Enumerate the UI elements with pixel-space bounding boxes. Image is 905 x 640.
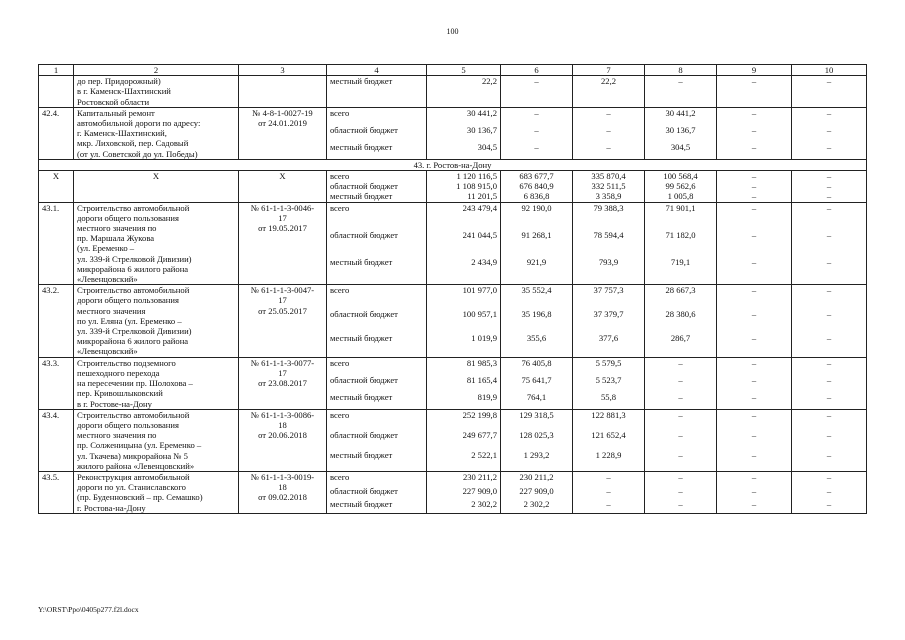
funding-source: всего (327, 171, 427, 182)
funding-source: областной бюджет (327, 309, 427, 332)
amount-cell: – (717, 499, 792, 513)
amount-cell: – (717, 257, 792, 285)
amount-cell: 230 211,2 (427, 471, 501, 485)
funding-source: местный бюджет (327, 76, 427, 108)
amount-cell: – (717, 333, 792, 358)
document-number (239, 285, 327, 357)
amount-cell: 30 441,2 (645, 107, 717, 125)
amount-cell: – (792, 257, 867, 285)
object-name-line: автомобильной дороги по адресу: (77, 118, 201, 129)
amount-cell: 304,5 (427, 142, 501, 160)
object-name-line: местного значения (77, 305, 146, 316)
amount-cell: 252 199,8 (427, 409, 501, 430)
object-name (74, 285, 239, 357)
amount-cell: – (717, 392, 792, 410)
amount-cell: – (792, 191, 867, 202)
amount-cell: 75 641,7 (501, 375, 573, 392)
funding-source: местный бюджет (327, 499, 427, 513)
amount-cell: 2 434,9 (427, 257, 501, 285)
funding-source: областной бюджет (327, 230, 427, 257)
funding-source: местный бюджет (327, 333, 427, 358)
object-name-line: микрорайона 6 жилого района (77, 263, 189, 274)
funding-source: областной бюджет (327, 375, 427, 392)
amount-cell: – (717, 191, 792, 202)
amount-cell: 1 019,9 (427, 333, 501, 358)
amount-cell: – (573, 142, 645, 160)
amount-cell: 793,9 (573, 257, 645, 285)
col-header-10: 10 (792, 65, 867, 76)
amount-cell: 719,1 (645, 257, 717, 285)
amount-cell: – (717, 309, 792, 332)
col-header-1: 1 (39, 65, 74, 76)
amount-cell: 1 120 116,5 (427, 171, 501, 182)
amount-cell: 71 901,1 (645, 202, 717, 230)
amount-cell: 76 405,8 (501, 357, 573, 375)
document-number (239, 357, 327, 409)
document-number (239, 76, 327, 108)
document-number-line: от 25.05.2017 (258, 305, 307, 316)
amount-cell: 683 677,7 (501, 171, 573, 182)
object-name-line: микрорайона 6 жилого района (77, 336, 189, 347)
amount-cell: 30 441,2 (427, 107, 501, 125)
amount-cell: 91 268,1 (501, 230, 573, 257)
amount-cell: 764,1 (501, 392, 573, 410)
amount-cell: 227 909,0 (501, 486, 573, 499)
row-number: Х (39, 171, 74, 203)
amount-cell: 100 957,1 (427, 309, 501, 332)
amount-cell: 227 909,0 (427, 486, 501, 499)
funding-source: местный бюджет (327, 450, 427, 471)
table-row (39, 409, 867, 430)
amount-cell: – (792, 409, 867, 430)
amount-cell: 92 190,0 (501, 202, 573, 230)
amount-cell: – (573, 499, 645, 513)
amount-cell: 243 479,4 (427, 202, 501, 230)
col-header-9: 9 (717, 65, 792, 76)
object-name-line: Капитальный ремонт (77, 107, 155, 118)
object-name-line: ул. 339-й Стрелковой Дивизии) (77, 253, 192, 264)
row-number: 43.5. (39, 471, 74, 513)
amount-cell: 11 201,5 (427, 191, 501, 202)
object-name-line: Ростовской области (77, 96, 150, 107)
object-name-line: Строительство автомобильной (77, 285, 190, 296)
amount-cell: – (717, 202, 792, 230)
amount-cell: – (792, 333, 867, 358)
amount-cell: – (792, 430, 867, 450)
amount-cell: 2 302,2 (501, 499, 573, 513)
document-number-line: от 23.08.2017 (258, 378, 307, 389)
amount-cell: 35 196,8 (501, 309, 573, 332)
amount-cell: – (501, 125, 573, 142)
col-header-7: 7 (573, 65, 645, 76)
amount-cell: 1 108 915,0 (427, 181, 501, 191)
amount-cell: 230 211,2 (501, 471, 573, 485)
amount-cell: – (645, 409, 717, 430)
amount-cell: 286,7 (645, 333, 717, 358)
amount-cell: 676 840,9 (501, 181, 573, 191)
amount-cell: 30 136,7 (427, 125, 501, 142)
amount-cell: – (792, 285, 867, 310)
amount-cell: – (792, 309, 867, 332)
amount-cell: 304,5 (645, 142, 717, 160)
document-number-line: от 09.02.2018 (258, 492, 307, 503)
document-number-line: 18 (278, 419, 287, 430)
amount-cell: 35 552,4 (501, 285, 573, 310)
amount-cell: 921,9 (501, 257, 573, 285)
table-row (39, 202, 867, 230)
amount-cell: 79 388,3 (573, 202, 645, 230)
document-number-line: от 20.06.2018 (258, 430, 307, 441)
document-number: Х (239, 171, 327, 203)
amount-cell: – (645, 375, 717, 392)
amount-cell: 121 652,4 (573, 430, 645, 450)
amount-cell: – (573, 486, 645, 499)
object-name-line: «Левенцовский» (77, 346, 138, 357)
amount-cell: 99 562,6 (645, 181, 717, 191)
object-name-line: Реконструкция автомобильной (77, 471, 190, 482)
funding-source: местный бюджет (327, 142, 427, 160)
object-name-line: г. Каменск-Шахтинский, (77, 128, 167, 139)
funding-source: областной бюджет (327, 125, 427, 142)
amount-cell: – (717, 125, 792, 142)
table-row (39, 107, 867, 125)
funding-source: всего (327, 107, 427, 125)
row-number: 42.4. (39, 107, 74, 159)
col-header-3: 3 (239, 65, 327, 76)
amount-cell: 3 358,9 (573, 191, 645, 202)
amount-cell: – (573, 107, 645, 125)
amount-cell: – (717, 181, 792, 191)
object-name-line: г. Ростова-на-Дону (77, 502, 146, 513)
amount-cell: 71 182,0 (645, 230, 717, 257)
object-name-line: местного значения по (77, 223, 157, 234)
funding-source: всего (327, 357, 427, 375)
amount-cell: 22,2 (573, 76, 645, 108)
amount-cell: 129 318,5 (501, 409, 573, 430)
amount-cell: – (573, 471, 645, 485)
amount-cell: 6 836,8 (501, 191, 573, 202)
amount-cell: 128 025,3 (501, 430, 573, 450)
section-title: 43. г. Ростов-на-Дону (39, 159, 867, 170)
section-header-row (39, 159, 867, 170)
amount-cell: 355,6 (501, 333, 573, 358)
amount-cell: – (717, 430, 792, 450)
amount-cell: 2 522,1 (427, 450, 501, 471)
object-name-line: (от ул. Советской до ул. Победы) (77, 148, 198, 159)
amount-cell: 1 293,2 (501, 450, 573, 471)
document-number-line: 17 (278, 212, 287, 223)
amount-cell: – (717, 76, 792, 108)
amount-cell: – (792, 142, 867, 160)
object-name-line: Строительство автомобильной (77, 409, 190, 420)
amount-cell: – (645, 471, 717, 485)
funding-source: областной бюджет (327, 181, 427, 191)
table-row (39, 76, 867, 108)
amount-cell: – (645, 486, 717, 499)
row-number: 43.3. (39, 357, 74, 409)
object-name-line: дороги общего пользования (77, 212, 179, 223)
object-name-line: до пер. Придорожный) (77, 76, 161, 87)
document-number (239, 202, 327, 285)
amount-cell: – (645, 76, 717, 108)
amount-cell: – (717, 171, 792, 182)
table-row (39, 171, 867, 182)
amount-cell: 377,6 (573, 333, 645, 358)
object-name (74, 357, 239, 409)
amount-cell: – (573, 125, 645, 142)
row-number: 43.2. (39, 285, 74, 357)
table-body (39, 65, 867, 514)
amount-cell: – (792, 125, 867, 142)
object-name (74, 409, 239, 471)
amount-cell: – (792, 171, 867, 182)
col-header-2: 2 (74, 65, 239, 76)
amount-cell: – (501, 107, 573, 125)
header-row (39, 65, 867, 76)
amount-cell: – (717, 409, 792, 430)
amount-cell: 37 757,3 (573, 285, 645, 310)
document-number-line: 18 (278, 482, 287, 493)
object-name-line: жилого района «Левенцовский» (77, 460, 195, 471)
col-header-5: 5 (427, 65, 501, 76)
col-header-4: 4 (327, 65, 427, 76)
amount-cell: – (717, 285, 792, 310)
amount-cell: – (645, 392, 717, 410)
object-name-line: Строительство подземного (77, 357, 176, 368)
object-name (74, 107, 239, 159)
amount-cell: 249 677,7 (427, 430, 501, 450)
amount-cell: – (645, 499, 717, 513)
document-number-line: от 19.05.2017 (258, 223, 307, 234)
document-number-line: от 24.01.2019 (258, 118, 307, 129)
document-number (239, 107, 327, 159)
amount-cell: 241 044,5 (427, 230, 501, 257)
funding-source: всего (327, 471, 427, 485)
amount-cell: 1 228,9 (573, 450, 645, 471)
object-name-line: пер. Кривошлыковский (77, 388, 163, 399)
object-name-line: пр. Маршала Жукова (77, 233, 155, 244)
object-name-line: в г. Ростове-на-Дону (77, 398, 152, 409)
amount-cell: 28 667,3 (645, 285, 717, 310)
funding-source: областной бюджет (327, 486, 427, 499)
page-number: 100 (446, 27, 459, 36)
amount-cell: – (717, 107, 792, 125)
amount-cell: 1 005,8 (645, 191, 717, 202)
amount-cell: 22,2 (427, 76, 501, 108)
object-name-line: ул. Ткачева) микрорайона № 5 (77, 450, 188, 461)
object-name-line: «Левенцовский» (77, 274, 138, 285)
document-number-line: 17 (278, 367, 287, 378)
document-number (239, 409, 327, 471)
amount-cell: – (792, 230, 867, 257)
document-number-line: № 61-1-1-3-0046- (250, 202, 315, 213)
amount-cell: – (717, 230, 792, 257)
amount-cell: 100 568,4 (645, 171, 717, 182)
object-name-line: пр. Солженицына (ул. Еременко – (77, 440, 202, 451)
amount-cell: – (501, 76, 573, 108)
amount-cell: – (792, 486, 867, 499)
amount-cell: – (645, 450, 717, 471)
budget-table (38, 64, 867, 514)
table-row (39, 285, 867, 310)
object-name-line: Строительство автомобильной (77, 202, 190, 213)
object-name-line: (пр. Буденновский – пр. Семашко) (77, 492, 203, 503)
funding-source: местный бюджет (327, 257, 427, 285)
amount-cell: – (717, 142, 792, 160)
table-row (39, 357, 867, 375)
funding-source: всего (327, 409, 427, 430)
object-name-line: мкр. Лиховской, пер. Садовый (77, 138, 189, 149)
object-name-line: на пересечении пр. Шолохова – (77, 378, 193, 389)
amount-cell: – (645, 357, 717, 375)
amount-cell: – (717, 450, 792, 471)
object-name-line: местного значения по (77, 430, 157, 441)
document-number-line: 17 (278, 295, 287, 306)
funding-source: всего (327, 285, 427, 310)
object-name (74, 202, 239, 285)
object-name-line: в г. Каменск-Шахтинский (77, 86, 171, 97)
col-header-6: 6 (501, 65, 573, 76)
amount-cell: – (792, 392, 867, 410)
amount-cell: – (792, 76, 867, 108)
object-name-line: пешеходного перехода (77, 367, 160, 378)
amount-cell: – (792, 357, 867, 375)
amount-cell: 101 977,0 (427, 285, 501, 310)
amount-cell: 78 594,4 (573, 230, 645, 257)
document-number-line: № 4-8-1-0027-19 (252, 107, 313, 118)
amount-cell: 28 380,6 (645, 309, 717, 332)
object-name-line: ул. 339-й Стрелковой Дивизии) (77, 326, 192, 337)
object-name-line: (ул. Еременко – (77, 243, 135, 254)
amount-cell: 5 579,5 (573, 357, 645, 375)
object-name (74, 471, 239, 513)
object-name-line: дороги по ул. Станиславского (77, 482, 186, 493)
amount-cell: 5 523,7 (573, 375, 645, 392)
object-name-line: дороги общего пользования (77, 419, 179, 430)
document-number-line: № 61-1-1-3-0077- (250, 357, 315, 368)
amount-cell: 37 379,7 (573, 309, 645, 332)
object-name-line: дороги общего пользования (77, 295, 179, 306)
funding-source: областной бюджет (327, 430, 427, 450)
amount-cell: 30 136,7 (645, 125, 717, 142)
funding-source: всего (327, 202, 427, 230)
amount-cell: 81 985,3 (427, 357, 501, 375)
amount-cell: – (717, 357, 792, 375)
object-name-line: по ул. Еляна (ул. Еременко – (77, 315, 182, 326)
amount-cell: – (792, 471, 867, 485)
amount-cell: 55,8 (573, 392, 645, 410)
object-name (74, 76, 239, 108)
amount-cell: – (792, 202, 867, 230)
amount-cell: 2 302,2 (427, 499, 501, 513)
table-row (39, 471, 867, 485)
document-number-line: № 61-1-1-3-0086- (250, 409, 315, 420)
amount-cell: – (792, 450, 867, 471)
document-number-line: № 61-1-1-3-0047- (250, 285, 315, 296)
row-number (39, 76, 74, 108)
col-header-8: 8 (645, 65, 717, 76)
footer-file-path: Y:\ORST\Ppo\0405p277.f2l.docx (38, 605, 139, 614)
amount-cell: 332 511,5 (573, 181, 645, 191)
amount-cell: – (717, 486, 792, 499)
funding-source: местный бюджет (327, 392, 427, 410)
document-number-line: № 61-1-1-3-0019- (250, 471, 315, 482)
amount-cell: 335 870,4 (573, 171, 645, 182)
row-number: 43.1. (39, 202, 74, 285)
document-number (239, 471, 327, 513)
amount-cell: – (792, 499, 867, 513)
amount-cell: – (717, 471, 792, 485)
amount-cell: – (792, 375, 867, 392)
amount-cell: – (645, 430, 717, 450)
object-name: Х (74, 171, 239, 203)
funding-source: местный бюджет (327, 191, 427, 202)
amount-cell: 81 165,4 (427, 375, 501, 392)
row-number: 43.4. (39, 409, 74, 471)
amount-cell: – (717, 375, 792, 392)
amount-cell: – (792, 181, 867, 191)
amount-cell: 819,9 (427, 392, 501, 410)
amount-cell: – (792, 107, 867, 125)
amount-cell: – (501, 142, 573, 160)
amount-cell: 122 881,3 (573, 409, 645, 430)
